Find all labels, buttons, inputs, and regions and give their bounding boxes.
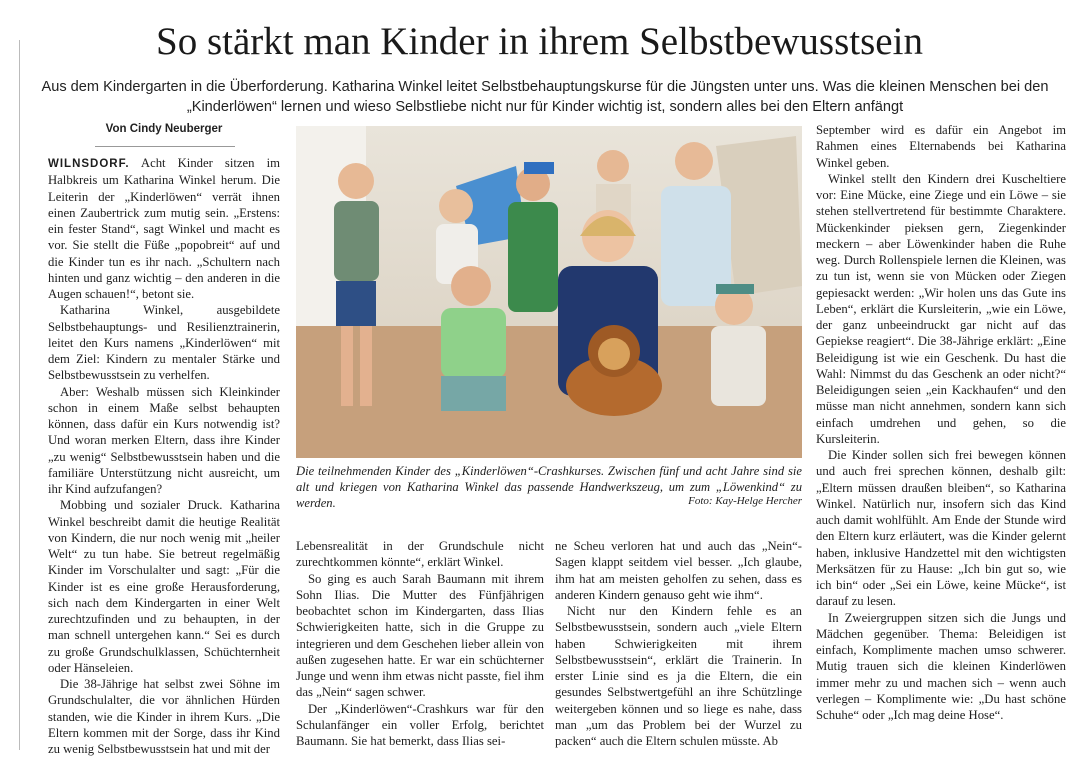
headline: So stärkt man Kinder in ihrem Selbstbewusstsein xyxy=(156,20,923,63)
page-margin-rule xyxy=(19,40,20,750)
paragraph: Die 38-Jährige hat selbst zwei Söhne im Grundschulalter, die vor ähnlichen Hürden standen, wie die Kinder in ihrem Kurs. „Die Eltern kommen mit der Sorge, dass ihr Kind zu wenig Selbstbewusstsein hat und mit der xyxy=(48,677,280,756)
paragraph: Lebensrealität in der Grundschule nicht zurechtkommen könnte“, erklärt Winkel. xyxy=(296,539,544,570)
paragraph: So ging es auch Sarah Baumann mit ihrem Sohn Ilias. Die Mutter des Fünfjährigen beobachtet schon im Kindergarten, dass Ilias Schwierigkeiten hatte, sich in die Gruppe zu integrieren und dem Geschehen lieber allein von außen zugesehen hatte. Er war ein schüchterner Junge und wenn ihm etwas nicht passte, fiel ihm das „Nein“ sagen schwer. xyxy=(296,571,544,700)
paragraph: Katharina Winkel, ausgebildete Selbstbehauptungs- und Resilienztrainerin, leitet den Kurs namens „Kinderlöwen“ mit dem Ziel: Kindern zu mentaler Stärke und Selbstbewusstsein zu verhelfen. xyxy=(48,303,280,383)
paragraph: Der „Kinderlöwen“-Crashkurs war für den Schulanfänger ein voller Erfolg, berichtet Baumann. Sie hat bemerkt, dass Ilias sei- xyxy=(296,701,544,748)
paragraph: Winkel stellt den Kindern drei Kuscheltiere vor: Eine Mücke, eine Ziege und ein Löwe – sie stehen stellvertretend für bestimmte Charaktere. Mückenkinder pieksen gern, Ziegenkinder meckern – aber Löwenkinder haben die Ruhe weg. Durch Rollenspiele lernen die Kleinen, was zu tun ist, wenn sie von Mücken oder Ziegen gepiesackt werden: „Wir holen uns das Gute ins Leben“, erklärt die Kursleiterin, „wie ein Löwe, der ganz unbeeindruckt gar nicht auf das Gepiekse reagiert“. Die 38-Jährige erklärt: „Eine Beleidigung ist wie ein Geschenk. Du hast die Wahl: Nimmst du das Geschenk an oder nicht?“ Beleidigungen seien „ein Kackhaufen“ und den müsse man nicht annehmen, sondern kann sich einfach umdrehen und gehen, so die Kursleiterin. xyxy=(816,171,1066,446)
paragraph: WILNSDORF. Acht Kinder sitzen im Halbkreis um Katharina Winkel herum. Die Leiterin der „Kinderlöwen“ verrät ihnen einen Zaubertrick zum mutig sein. „Erstens: ein fester Stand“, sagt Winkel und macht es vor. Sie stellt die Füße „popobreit“ auf und die Kinder tun es ihr nach. „Schultern nach hinten und ganz wichtig – den anderen in die Augen schauen!“, betont sie. xyxy=(48,156,280,301)
paragraph: Die Kinder sollen sich frei bewegen können und auch frei sprechen können, deshalb gilt: „Eltern müssen draußen bleiben“, so Katharina Winkel. Natürlich nur, insofern sich das Kind auch damit wohlfühlt. Am Ende der Stunde wird den Eltern kurz erläutert, was die Kinder gelernt haben, inklusive Handzettel mit den wichtigsten Merksätzen für zu Hause: „Ich bin gut so, wie ich bin“ oder „Sei ein Löwe, keine Mücke“, ist darauf zu lesen. xyxy=(816,448,1066,609)
paragraph: September wird es dafür ein Angebot im Rahmen eines Elternabends bei Katharina Winkel geben. xyxy=(816,123,1066,170)
article-photo xyxy=(296,126,802,458)
dateline: WILNSDORF. xyxy=(48,158,130,170)
byline-divider xyxy=(95,146,235,147)
paragraph: In Zweiergruppen sitzen sich die Jungs und Mädchen gegenüber. Thema: Beleidigen ist einfach, Komplimente machen umso schwerer. Mutig trauen sich die kleinen Kinderlöwen immer mehr zu und machen sich – wenn auch verlegen – Komplimente wie: „Du hast schöne Schuhe“ oder „Ich mag deine Hose“. xyxy=(816,610,1066,722)
paragraph: ne Scheu verloren hat und auch das „Nein“-Sagen klappt seitdem viel besser. „Ich glaube, ihm hat am meisten geholfen zu sehen, dass es anderen Kindern genauso geht wie ihm“. xyxy=(555,539,802,602)
article-column-1 xyxy=(48,155,280,757)
photo-children-with-lion xyxy=(296,126,802,458)
article-column-2 xyxy=(296,538,544,749)
paragraph: Nicht nur den Kindern fehle es an Selbstbewusstsein, sondern auch „viele Eltern haben Schwierigkeiten mit ihrem Selbstbewusstsein“, erklärt die Trainerin. In erster Linie sind es ja die Eltern, die ein gesundes Selbstwertgefühl an ihre Schützlinge weitergeben können und so liege es nahe, dass man „um das Problem bei der Wurzel zu packen“ auch die Eltern schulen müsste. Ab xyxy=(555,604,802,748)
article-column-3 xyxy=(555,538,802,749)
paragraph: Aber: Weshalb müssen sich Kleinkinder schon in einem Maße selbst behaupten können, dass dafür ein Kurs notwendig ist? Und woran merken Eltern, dass ihre Kinder „zu wenig“ Selbstbewusstsein haben und die familiäre Unterstützung nicht ausreicht, um ihr Kind aufzufangen? xyxy=(48,384,280,496)
article-column-4 xyxy=(816,122,1066,723)
photo-credit: Foto: Kay-Helge Hercher xyxy=(688,495,802,507)
subtitle: Aus dem Kindergarten in die Überforderung. Katharina Winkel leitet Selbstbehauptungskurse für die Jüngsten unter uns. Was die kleinen Menschen bei den „Kinderlöwen“ lernen und wieso Selbstliebe nicht nur für Kinder wichtig ist, sondern alles bei den Eltern anfängt xyxy=(41,79,1049,115)
byline: Von Cindy Neuberger xyxy=(105,123,223,135)
photo-caption: Die teilnehmenden Kinder des „Kinderlöwen“-Crashkurses. Zwischen fünf und acht Jahre sind sie alt und kriegen von Katharina Winkel das passende Handwerkszeug, um zum „Löwenkind“ zu werden. xyxy=(296,464,802,510)
paragraph: Mobbing und sozialer Druck. Katharina Winkel beschreibt damit die heutige Realität von Kindern, die nur noch wenig mit „heiler Welt“ zu tun habe. Sie betreut regelmäßig Kinder im Vorschulalter und sagt: „Für die Kinder ist es eine große Herausforderung, sich nach dem Kindergarten in einer Welt zurechtzufinden und zu behaupten, in der man schnell untergehen kann.“ Sei es durch zu große Grundschulklassen, Schüchternheit oder Hänseleien. xyxy=(48,498,280,675)
